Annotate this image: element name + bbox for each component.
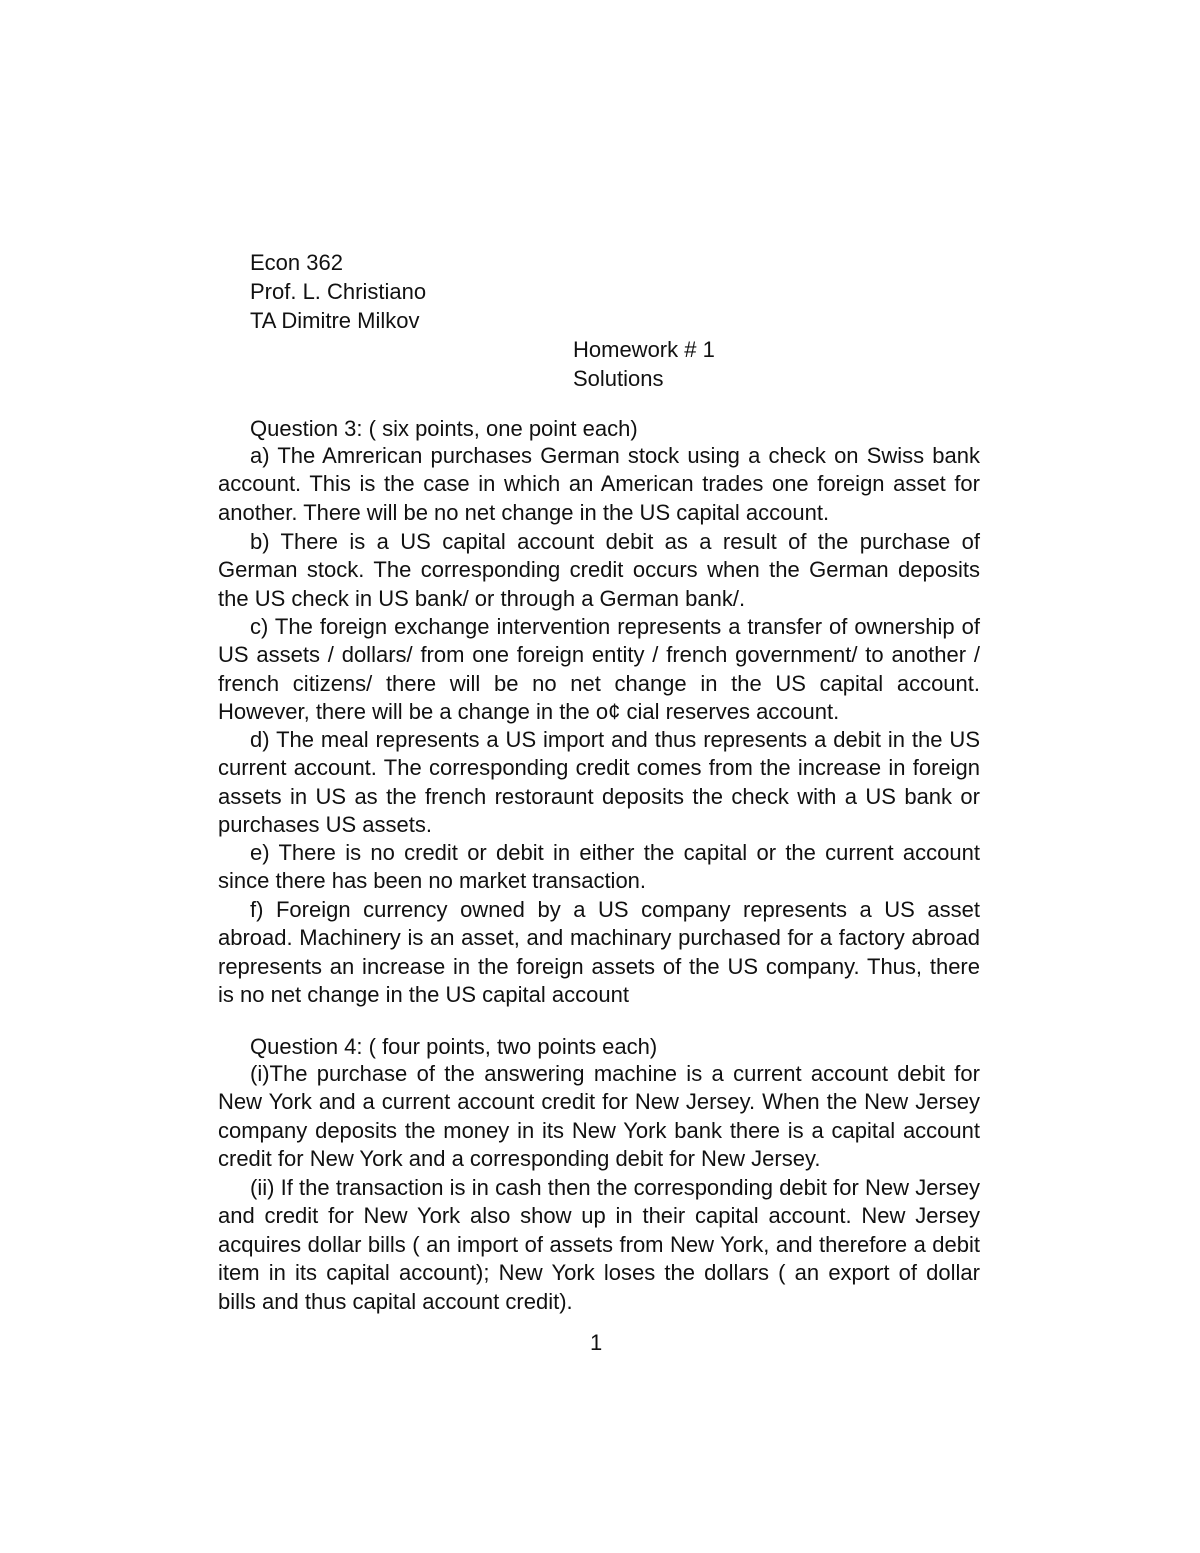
course-name: Econ 362 xyxy=(250,250,343,275)
answer-4ii: (ii) If the transaction is in cash then the corresponding debit for New Jersey and credit for New York also show up in their capital account. New Jersey acquires dollar bills ( an import of assets from New York, and therefore a debit item in its capital account); New York loses the dollars ( an export of dollar bills and thus capital account credit). xyxy=(218,1175,980,1314)
question-3-heading: Question 3: ( six points, one point each) xyxy=(250,416,638,441)
answer-3b: b) There is a US capital account debit as a result of the purchase of German stock. The corresponding credit occurs when the German deposits the US check in US bank/ or through a German bank/. xyxy=(218,529,980,611)
answer-3e: e) There is no credit or debit in either the capital or the current account since there has been no market transaction. xyxy=(218,840,980,894)
document-title: Homework # 1 xyxy=(573,337,715,362)
answer-3f: f) Foreign currency owned by a US company represents a US asset abroad. Machinery is an asset, and machinary purchased for a factory abroad represents an increase in the foreign assets of the US company. Thus, there is no net change in the US capital account xyxy=(218,897,980,1008)
answer-4i: (i)The purchase of the answering machine is a current account debit for New York and a current account credit for New Jersey. When the New Jersey company deposits the money in its New York bank there is a capital account credit for New York and a corresponding debit for New Jersey. xyxy=(218,1061,980,1172)
page-number: 1 xyxy=(590,1330,603,1355)
answer-3a: a) The Amrerican purchases German stock using a check on Swiss bank account. This is the case in which an American trades one foreign asset for another. There will be no net change in the US capital account. xyxy=(218,443,980,525)
answer-3d: d) The meal represents a US import and thus represents a debit in the US current account. The corresponding credit comes from the increase in foreign assets in US as the french restoraunt deposits the check with a US bank or purchases US assets. xyxy=(218,727,980,838)
ta-name: TA Dimitre Milkov xyxy=(250,308,420,333)
answer-3c: c) The foreign exchange intervention represents a transfer of ownership of US assets / dollars/ from one foreign entity / french government/ to another / french citizens/ there will be no net change in the US capital account. However, there will be a change in the o¢ cial reserves account. xyxy=(218,614,980,725)
professor-name: Prof. L. Christiano xyxy=(250,279,427,304)
document-subtitle: Solutions xyxy=(573,366,664,391)
question-4-heading: Question 4: ( four points, two points each) xyxy=(250,1034,658,1059)
